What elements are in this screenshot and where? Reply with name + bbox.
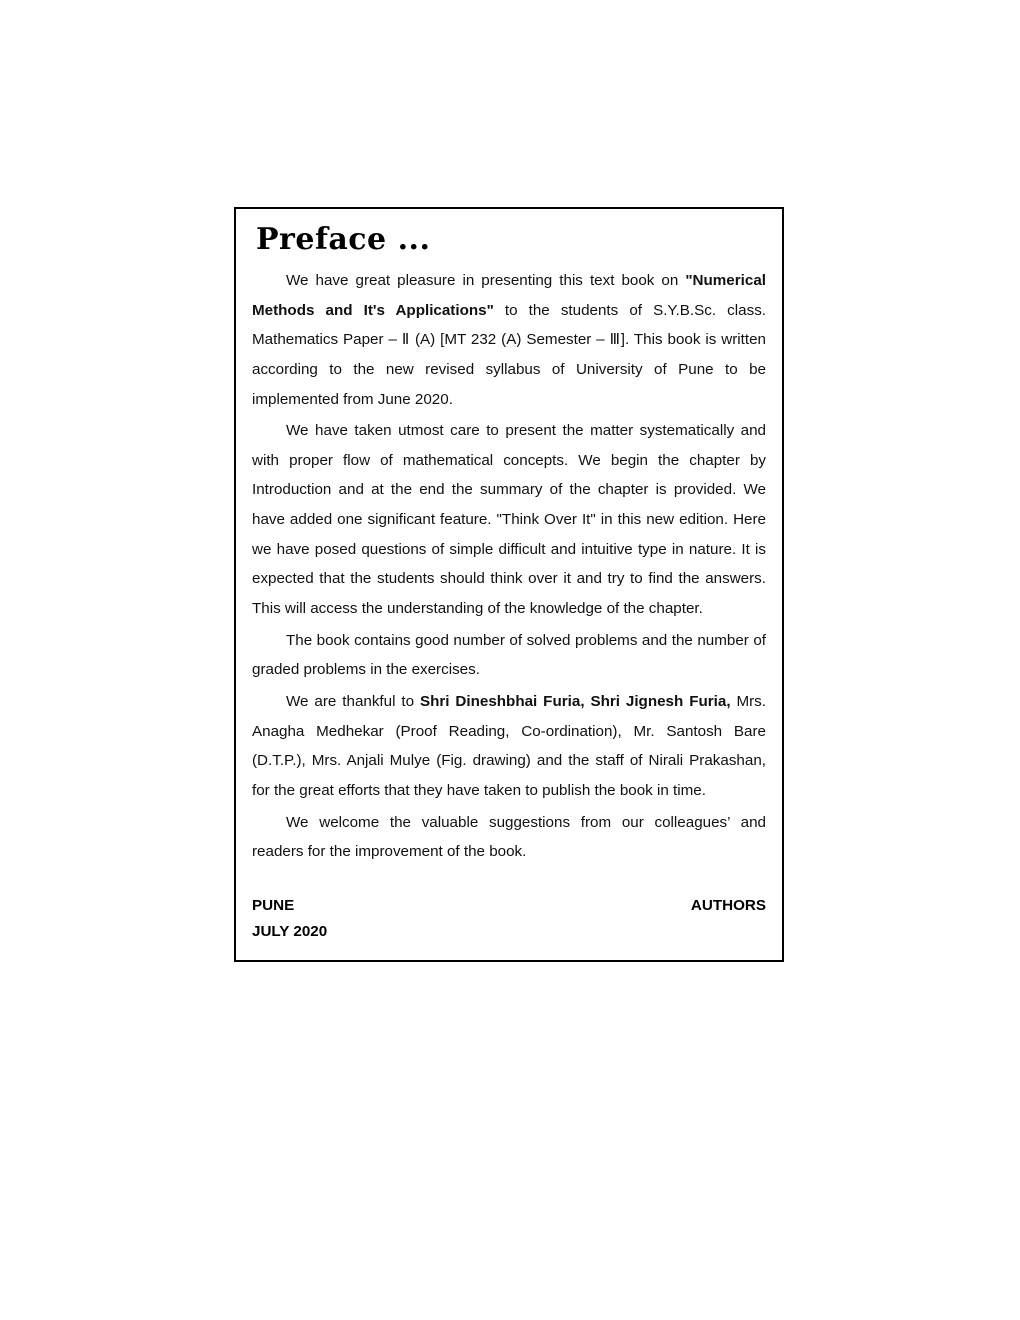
paragraph-3-text [252, 632, 766, 679]
paragraph-4 [252, 687, 766, 806]
page-title: Preface ... [256, 222, 431, 257]
footer-left [252, 893, 327, 946]
preface-box [234, 207, 784, 962]
paragraph-5 [252, 808, 766, 867]
body-text: Mrs. Anagha Medhekar (Proof Reading, Co-ordination), Mr. Santosh Bare (D.T.P.), Mrs. Anjali Mulye (Fig. drawing) and the staff of Nirali Prakashan, for the great efforts that they have taken to publish the book in time. [252, 692, 766, 799]
paragraph-5-text [252, 814, 766, 861]
body-text: We are thankful to [286, 692, 420, 710]
emphasis-text: Shri Dineshbhai Furia, Shri Jignesh Furia, [419, 692, 731, 710]
paragraph-2-text [252, 422, 766, 617]
paragraph-4-text [252, 693, 766, 799]
body-text: We have great pleasure in presenting this text book on [286, 272, 686, 289]
paragraph-3 [252, 626, 766, 685]
preface-footer [252, 893, 766, 946]
paragraph-1-text [252, 272, 766, 408]
footer-signature: AUTHORS [690, 896, 766, 914]
footer-place: PUNE [252, 896, 295, 914]
footer-date: JULY 2020 [252, 923, 328, 941]
preface-body [252, 266, 766, 867]
body-text: We have taken utmost care to present the matter systematically and with proper flow of mathematical concepts. We begin the chapter by Introduction and at the end the summary of the chapter is provided. We have added one significant feature. "Think Over It" in this new edition. Here we have posed questions of simple difficult and intuitive type in nature. It is expected that the students should think over it and try to find the answers. This will access the understanding of the knowledge of the chapter. [252, 422, 766, 618]
body-text: to the students of S.Y.B.Sc. class. Mathematics Paper – Ⅱ (A) [MT 232 (A) Semester – Ⅲ]. This book is written according to the new revised syllabus of University of Pune to be implemented from June 2020. [252, 301, 767, 408]
paragraph-1 [252, 266, 766, 414]
body-text: The book contains good number of solved problems and the number of graded problems in the exercises. [252, 631, 766, 679]
body-text: We welcome the valuable suggestions from our colleagues’ and readers for the improvement of the book. [252, 813, 766, 861]
emphasis-text: "Numerical Methods and It's Applications" [252, 272, 766, 319]
paragraph-2 [252, 416, 766, 623]
